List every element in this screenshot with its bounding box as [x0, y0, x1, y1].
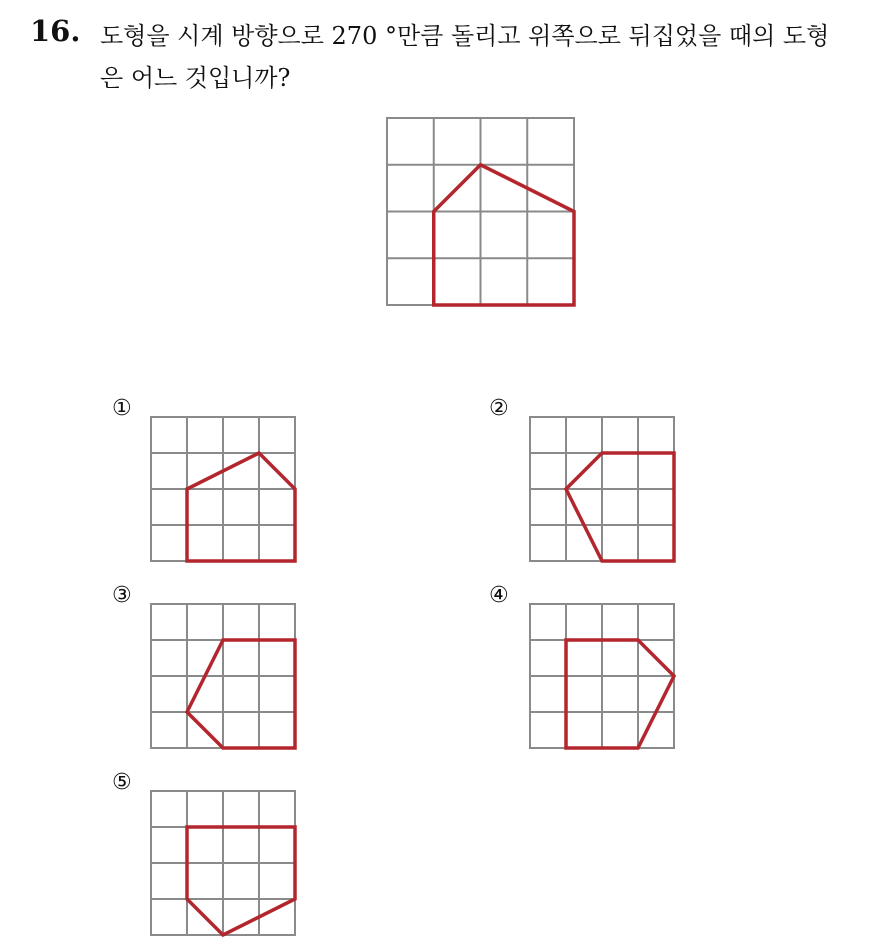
- question-text-line1: 도형을 시계 방향으로 270 °만큼 돌리고 위쪽으로 뒤집었을 때의 도형: [100, 22, 830, 50]
- question-text-line2: 은 어느 것입니까?: [100, 64, 291, 92]
- option-2-shape: [566, 453, 674, 561]
- main-grid: [387, 118, 574, 305]
- option-1-label[interactable]: ①: [112, 396, 132, 421]
- option-4-label[interactable]: ④: [489, 583, 509, 608]
- option-3-figure[interactable]: [150, 603, 296, 749]
- option-4-figure[interactable]: [529, 603, 675, 749]
- option-2-figure[interactable]: [529, 416, 675, 562]
- option-3-shape: [187, 640, 295, 748]
- main-figure: [386, 117, 576, 307]
- option-3-label[interactable]: ③: [112, 583, 132, 608]
- option-2-label[interactable]: ②: [489, 396, 509, 421]
- question-number: 16.: [30, 14, 81, 48]
- option-1-figure[interactable]: [150, 416, 296, 562]
- option-5-figure[interactable]: [150, 790, 296, 936]
- option-1-shape: [187, 453, 295, 561]
- option-4-shape: [566, 640, 674, 748]
- main-pentagon: [434, 165, 574, 305]
- option-5-shape: [187, 827, 295, 935]
- option-5-label[interactable]: ⑤: [112, 770, 132, 795]
